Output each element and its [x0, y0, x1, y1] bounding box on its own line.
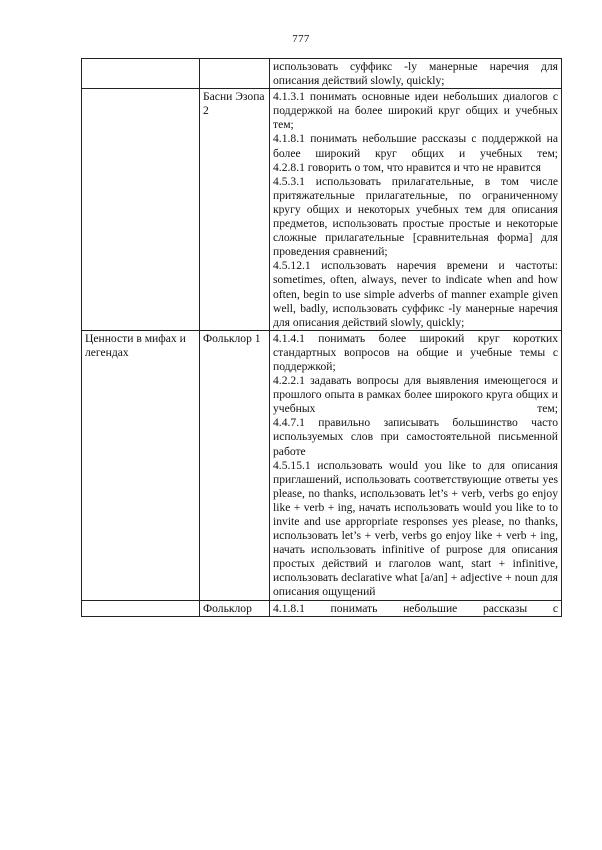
- curriculum-table: [81, 58, 562, 617]
- objective-text: 4.5.3.1 использовать прилагательные, в том числе притяжательные прилагательные, по ограниченному кругу общих и некоторых учебных тем для описания предметов, использовать простые простые и некоторые сложные прилагательные [сравнительная форма] для проведения сравнений;: [273, 174, 558, 259]
- objective-text: 4.1.8.1 понимать небольшие рассказы с поддержкой на более широкий круг общих и учебных тем;: [273, 132, 558, 160]
- objectives-cell: [270, 59, 562, 89]
- objective-text: 4.2.8.1 говорить о том, что нравится и что не нравится: [273, 160, 541, 174]
- objective-text: 4.4.7.1 правильно записывать большинство часто используемых слов при самостоятельной письменной работе: [273, 416, 558, 458]
- table-row: [82, 59, 562, 89]
- objective-text: 4.1.3.1 понимать основные идеи небольших диалогов с поддержкой на более широкий круг общих и учебных тем;: [273, 90, 558, 132]
- objective-text: 4.1.4.1 понимать более широкий круг коротких стандартных вопросов на общие и учебные темы с поддержкой;: [273, 331, 558, 373]
- theme-cell: Ценности в мифах и легендах: [82, 330, 200, 600]
- unit-cell: Басни Эзопа 2: [200, 89, 270, 331]
- unit-cell: [200, 59, 270, 89]
- objective-text: использовать суффикс -ly манерные наречия для описания действий slowly, quickly;: [273, 60, 558, 88]
- objective-text: 4.5.12.1 использовать наречия времени и частоты: sometimes, often, always, never to indicate when and how often, begin to use simple adverbs of manner example given well, badly, использовать суффикс -ly манерные наречия для описания действий slowly, quickly;: [273, 259, 558, 329]
- unit-cell: Фольклор 1: [200, 330, 270, 600]
- objective-text: 4.5.15.1 использовать would you like to для описания приглашений, использовать соответствующие ответы yes please, no thanks, использовать let’s + verb, verbs go enjoy like + verb + ing, начать использовать would you like to to invite and use appropriate responses yes please, no thanks, использовать let’s + verb, verbs go enjoy like + verb + ing, начать использовать infinitive of purpose для описания простых действий и глаголов want, start + infinitive, использовать declarative what [a/an] + adjective + noun для описания ощущений: [273, 458, 558, 599]
- page-number: 777: [292, 33, 310, 45]
- objectives-cell: [270, 600, 562, 616]
- theme-cell: [82, 59, 200, 89]
- table-row: [82, 89, 562, 331]
- objectives-cell: [270, 89, 562, 331]
- theme-cell: [82, 600, 200, 616]
- objective-text: 4.2.2.1 задавать вопросы для выявления имеющегося и прошлого опыта в рамках более широкого круга общих и учебных тем;: [273, 374, 558, 416]
- theme-cell: [82, 89, 200, 331]
- objectives-cell: [270, 330, 562, 600]
- unit-cell: Фольклор: [200, 600, 270, 616]
- table-row: [82, 330, 562, 600]
- table-row: [82, 600, 562, 616]
- objective-text: 4.1.8.1 понимать небольшие рассказы с: [273, 601, 558, 615]
